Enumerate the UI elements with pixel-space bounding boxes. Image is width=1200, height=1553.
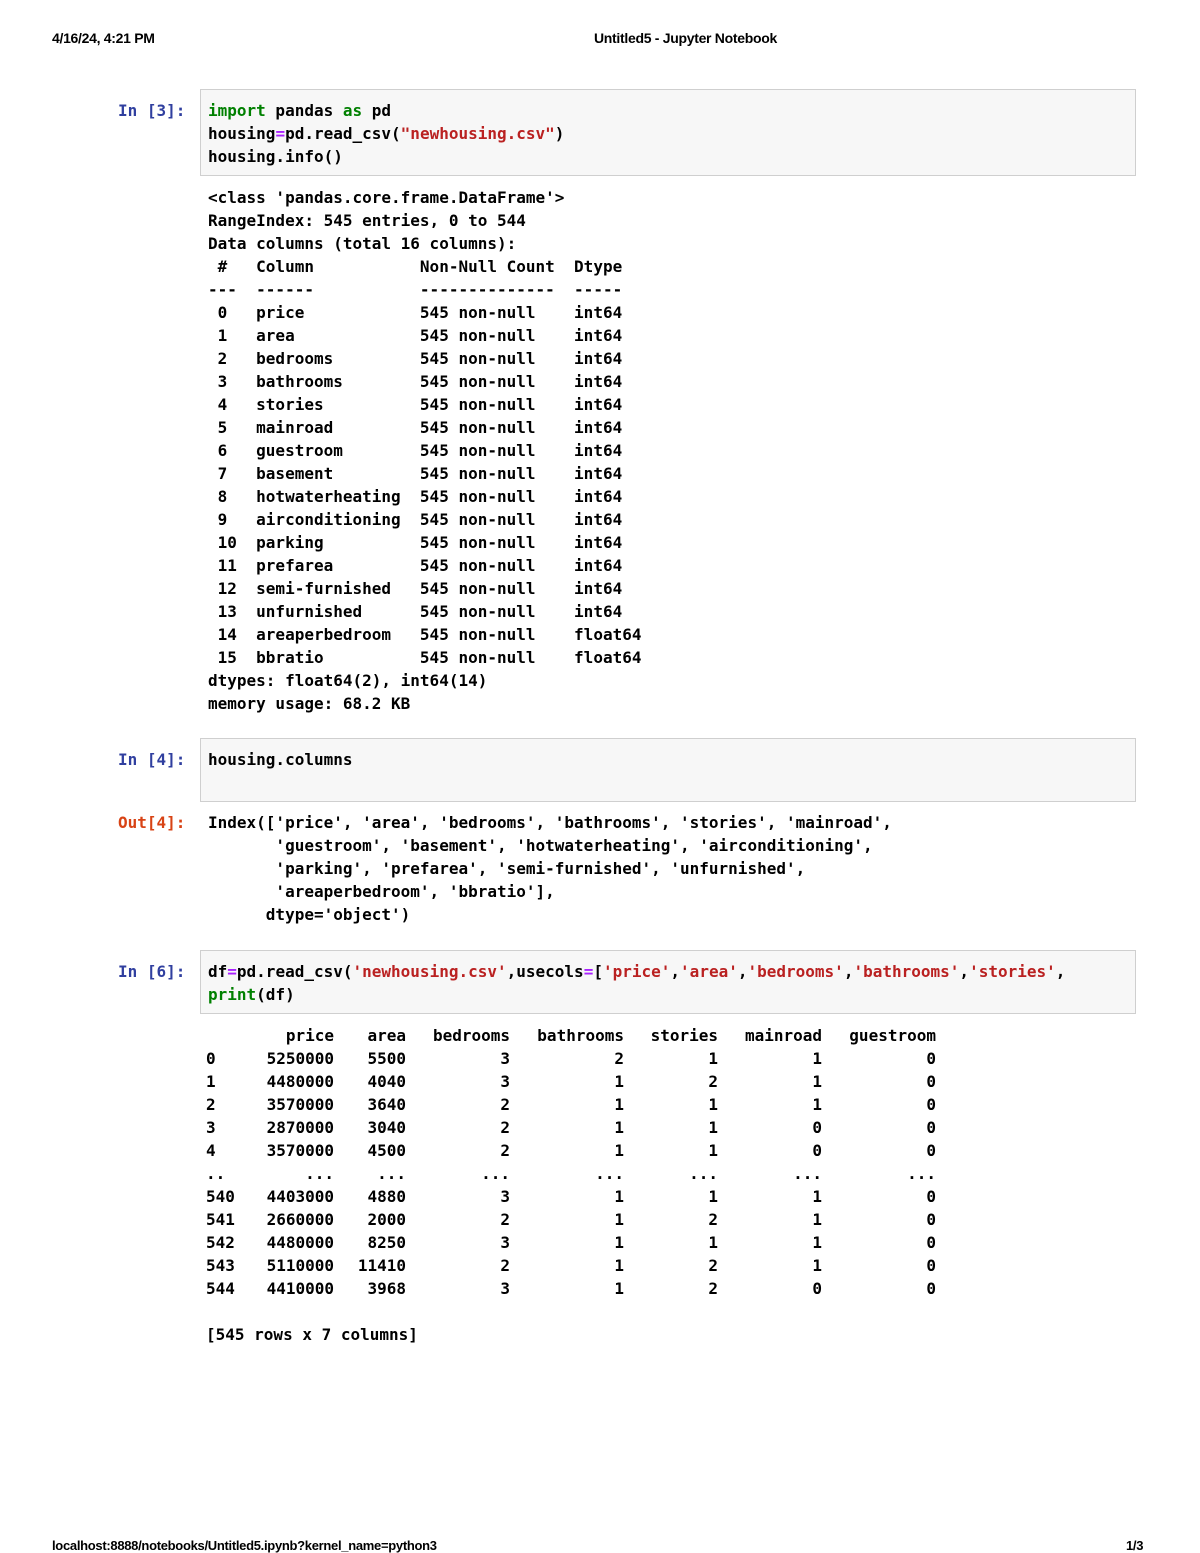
table-cell: 3968 [367,1279,406,1298]
code-text: housing [208,124,276,143]
table-cell: 3040 [367,1118,406,1137]
table-cell: ... [793,1164,822,1183]
table-cell: 3 [500,1233,510,1252]
table-cell: 2 [500,1095,510,1114]
code-line [208,124,564,143]
code-line: housing.columns [208,750,353,769]
table-cell: 5500 [367,1049,406,1068]
cell-6-output [206,1024,936,1346]
table-cell: 0 [926,1256,936,1275]
table-row [206,1070,936,1093]
table-cell: ... [595,1164,624,1183]
column-header: price [285,1026,334,1045]
table-cell: 1 [708,1118,718,1137]
table-cell: 1 [614,1279,624,1298]
table-row [206,1047,936,1070]
table-cell: 1 [614,1233,624,1252]
code-text: , [959,962,970,981]
table-cell: 1 [614,1118,624,1137]
cell-4-output: Index(['price', 'area', 'bedrooms', 'bathrooms', 'stories', 'mainroad', 'guestroom', 'basement', 'hotwaterheating', 'airconditioning', 'parking', 'prefarea', 'semi-furnished', 'unfurnished', 'areaperbedroom', 'bbratio'], dtype='object') [208,813,892,924]
row-index: 542 [206,1233,235,1252]
page-number: 1/3 [1126,1538,1144,1553]
table-cell: 1 [708,1095,718,1114]
code-text: pd.read_csv( [236,962,353,981]
table-cell: 2 [708,1210,718,1229]
table-cell: 1 [614,1256,624,1275]
table-cell: 2660000 [266,1210,334,1229]
table-cell: 0 [812,1141,822,1160]
table-cell: 2 [500,1256,510,1275]
table-cell: ... [907,1164,936,1183]
table-row [206,1139,936,1162]
code-text: pd.read_csv( [285,124,401,143]
table-cell: 3 [500,1279,510,1298]
table-row [206,1231,936,1254]
table-cell: 4480000 [266,1072,334,1091]
keyword-as: as [342,101,363,120]
code-text: , [843,962,854,981]
table-cell: 0 [926,1072,936,1091]
table-cell: 4040 [367,1072,406,1091]
index-header [206,1024,246,1047]
table-cell: 1 [614,1210,624,1229]
table-cell: 2 [500,1210,510,1229]
table-cell: 0 [926,1210,936,1229]
table-cell: 0 [926,1118,936,1137]
table-cell: 1 [812,1095,822,1114]
table-cell: ... [305,1164,334,1183]
row-index: 3 [206,1118,216,1137]
table-cell: 1 [708,1187,718,1206]
builtin-print: print [208,985,257,1004]
operator: = [583,962,594,981]
code-text: ) [554,124,565,143]
table-cell: 0 [812,1279,822,1298]
cell-3-code-input[interactable] [200,89,1136,176]
table-cell: 4500 [367,1141,406,1160]
table-cell: 1 [614,1095,624,1114]
keyword-import: import [208,101,266,120]
code-line: housing.info() [208,147,343,166]
table-cell: 3570000 [266,1141,334,1160]
table-row [206,1185,936,1208]
code-text: , [1055,962,1066,981]
table-row [206,1208,936,1231]
table-cell: 1 [812,1187,822,1206]
table-cell: 4480000 [266,1233,334,1252]
code-text: [ [593,962,603,981]
operator: = [227,962,237,981]
code-text: , [737,962,748,981]
cell-6-code-input[interactable] [200,950,1136,1014]
string-literal: 'bedrooms' [747,962,844,981]
row-index: 4 [206,1141,216,1160]
code-text: (df) [256,985,295,1004]
table-cell: 1 [812,1072,822,1091]
table-cell: 0 [926,1233,936,1252]
table-cell: 3 [500,1049,510,1068]
column-header: mainroad [744,1026,822,1045]
table-cell: 2870000 [266,1118,334,1137]
code-text: df [208,962,228,981]
table-cell: 1 [708,1049,718,1068]
table-row [206,1254,936,1277]
cell-4-code-input[interactable] [200,738,1136,802]
table-cell: 1 [614,1072,624,1091]
page-url: localhost:8888/notebooks/Untitled5.ipynb?kernel_name=python3 [52,1538,437,1553]
column-header: bedrooms [432,1026,510,1045]
table-cell: 0 [926,1141,936,1160]
print-timestamp: 4/16/24, 4:21 PM [52,30,155,46]
operator: = [275,124,286,143]
code-text: pandas [265,101,343,120]
table-cell: 3570000 [266,1095,334,1114]
table-cell: 2 [614,1049,624,1068]
table-cell: 1 [812,1233,822,1252]
string-literal: 'stories' [969,962,1056,981]
row-index: .. [206,1164,226,1183]
table-cell: 2 [500,1141,510,1160]
table-cell: 0 [926,1095,936,1114]
dataframe-shape: [545 rows x 7 columns] [206,1325,418,1344]
row-index: 2 [206,1095,216,1114]
row-index: 540 [206,1187,235,1206]
table-row [206,1162,936,1185]
table-cell: 3 [500,1187,510,1206]
string-literal: 'bathrooms' [853,962,960,981]
table-cell: 0 [926,1049,936,1068]
row-index: 544 [206,1279,235,1298]
table-cell: 2 [708,1279,718,1298]
table-cell: 3640 [367,1095,406,1114]
table-cell: 1 [614,1187,624,1206]
table-cell: 5110000 [266,1256,334,1275]
row-index: 0 [206,1049,216,1068]
table-cell: 5250000 [266,1049,334,1068]
column-header: bathrooms [537,1026,624,1045]
table-cell: 0 [926,1187,936,1206]
cell-6-input-prompt: In [6]: [118,962,186,981]
table-cell: 4410000 [266,1279,334,1298]
table-cell: 2 [708,1072,718,1091]
table-cell: 1 [812,1256,822,1275]
table-cell: 0 [926,1279,936,1298]
code-line [208,962,1065,981]
page-title: Untitled5 - Jupyter Notebook [594,30,777,46]
table-cell: 2 [500,1118,510,1137]
table-row [206,1277,936,1300]
cell-3-output: <class 'pandas.core.frame.DataFrame'> RangeIndex: 545 entries, 0 to 544 Data columns (total 16 columns): # Column Non-Null Count Dtype --- ------ -------------- ----- 0 price 545 non-null int64 1 area 545 non-null int64 2 bedrooms 545 non-null int64 3 bathrooms 545 non-null int64 4 stories 545 non-null int64 5 mainroad 545 non-null int64 6 guestroom 545 non-null int64 7 basement 545 non-null int64 8 hotwaterheating 545 non-null int64 9 airconditioning 545 non-null int64 10 parking 545 non-null int64 11 prefarea 545 non-null int64 12 semi-furnished 545 non-null int64 13 unfurnished 545 non-null int64 14 areaperbedroom 545 non-null float64 15 bbratio 545 non-null float64 dtypes: float64(2), int64(14) memory usage: 68.2 KB [208,188,642,713]
table-cell: 1 [614,1141,624,1160]
table-cell: 2 [708,1256,718,1275]
table-cell: ... [481,1164,510,1183]
row-index: 541 [206,1210,235,1229]
code-line [208,101,391,120]
table-cell: 0 [812,1118,822,1137]
cell-4-output-prompt: Out[4]: [118,813,186,832]
row-index: 543 [206,1256,235,1275]
cell-3-input-prompt: In [3]: [118,101,186,120]
row-index: 1 [206,1072,216,1091]
table-cell: ... [689,1164,718,1183]
cell-4-input-prompt: In [4]: [118,750,186,769]
code-text: ,usecols [506,962,584,981]
table-cell: 1 [708,1141,718,1160]
table-row [206,1093,936,1116]
string-literal: 'area' [680,962,738,981]
column-header: area [367,1026,406,1045]
table-cell: 11410 [357,1256,406,1275]
table-cell: 1 [812,1049,822,1068]
table-cell: 1 [812,1210,822,1229]
string-literal: "newhousing.csv" [400,124,555,143]
table-cell: 8250 [367,1233,406,1252]
table-cell: 2000 [367,1210,406,1229]
code-text: pd [362,101,392,120]
dataframe-body [206,1047,936,1300]
code-text: , [670,962,681,981]
table-cell: 4403000 [266,1187,334,1206]
string-literal: 'newhousing.csv' [352,962,507,981]
column-header: stories [650,1026,718,1045]
code-line [208,985,295,1004]
column-header: guestroom [849,1026,936,1045]
dataframe-header-row [206,1024,936,1047]
table-cell: 4880 [367,1187,406,1206]
table-cell: 1 [708,1233,718,1252]
table-row [206,1116,936,1139]
dataframe-table [206,1024,936,1300]
table-cell: ... [377,1164,406,1183]
string-literal: 'price' [602,962,671,981]
table-cell: 3 [500,1072,510,1091]
